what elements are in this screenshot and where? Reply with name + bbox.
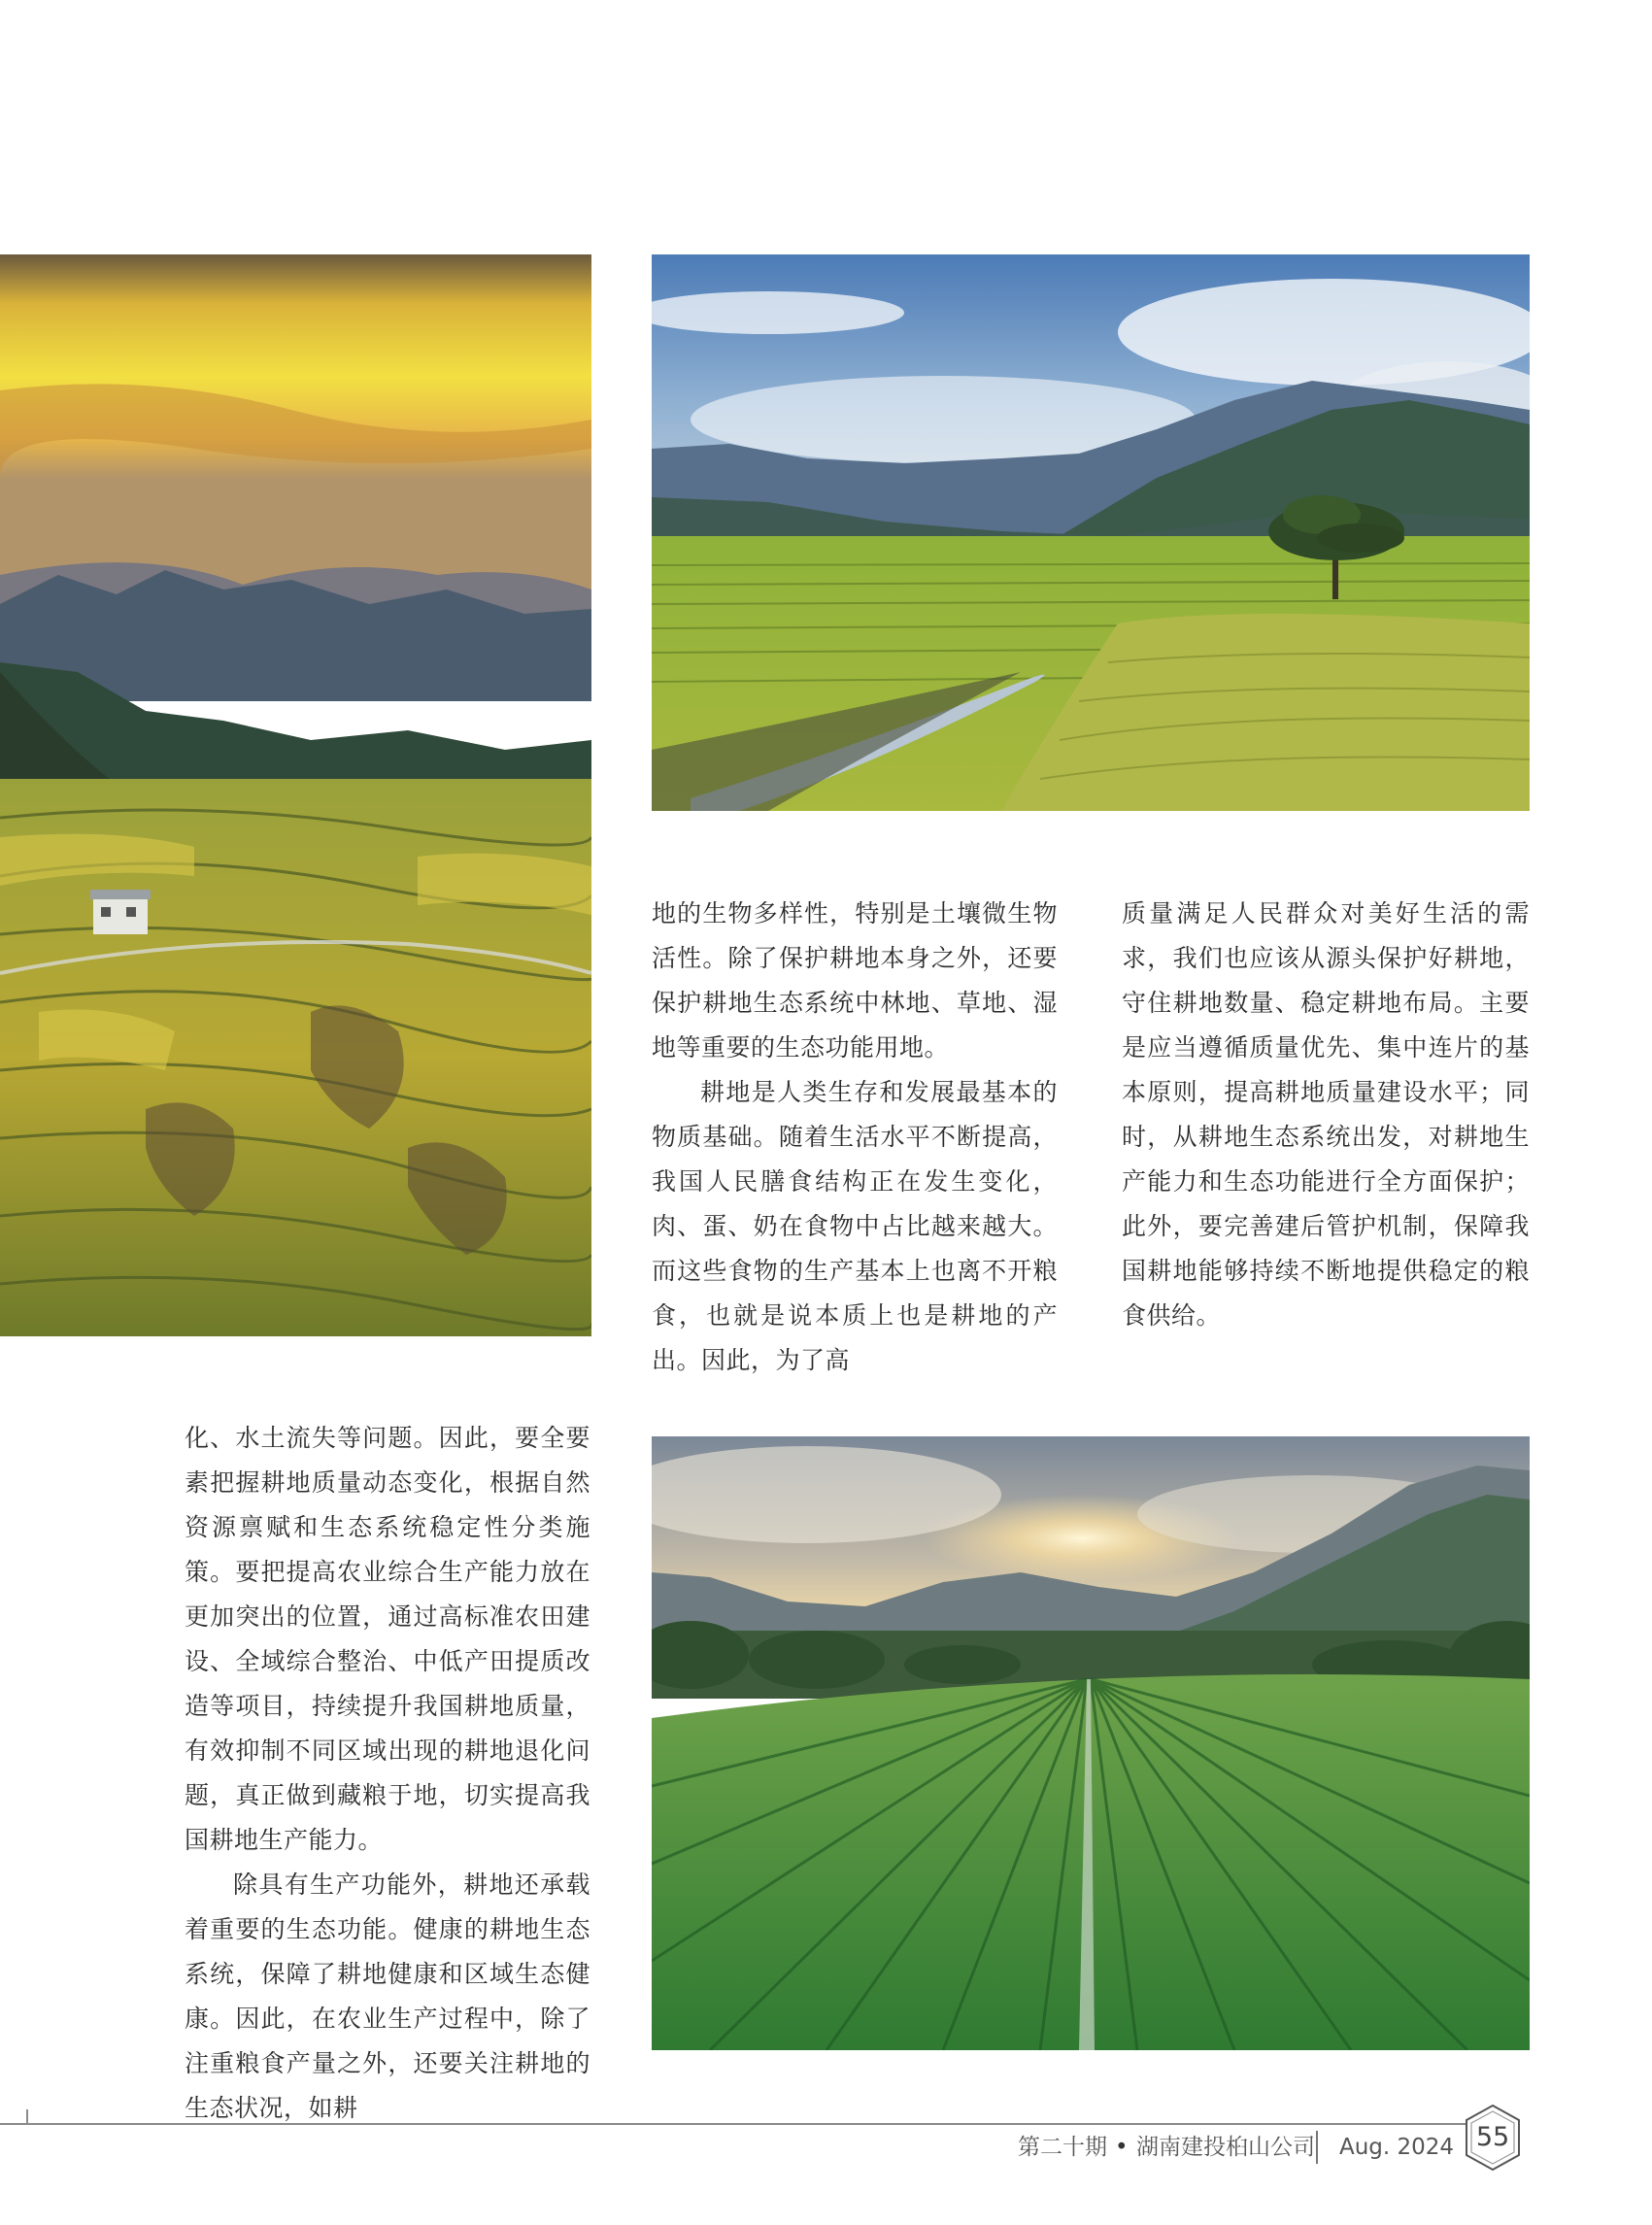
footer-company: 湖南建投桕山公司 [1136,2135,1315,2160]
terraced-fields-photo [0,254,591,1336]
footer-tick-mark [26,2109,28,2125]
footer-date: Aug. 2024 [1339,2135,1455,2160]
page-number: 55 [1475,2122,1510,2152]
footer-separator [1316,2131,1318,2164]
article-column-c [185,1416,590,2131]
page-number-badge [1463,2104,1523,2172]
article-column-b [1122,892,1530,1338]
paragraph: 地的生物多样性，特别是土壤微生物活性。除了保护耕地本身之外，还要保护耕地生态系统中林地、草地、湿地等重要的生态功能用地。 [652,899,1058,1062]
aerial-terraced-rice-fields-at-sunset-icon [0,254,591,1336]
green-field-rows-photo [652,1436,1530,2050]
footer-dot: • [1115,2135,1129,2160]
article-column-a [652,892,1058,1383]
paragraph: 化、水土流失等问题。因此，要全要素把握耕地质量动态变化，根据自然资源禀赋和生态系统稳定性分类施策。要把提高农业综合生产能力放在更加突出的位置，通过高标准农田建设、全域综合整治、中低产田提质改造等项目，持续提升我国耕地质量，有效抑制不同区域出现的耕地退化问题，真正做到藏粮于地，切实提高我国耕地生产能力。 [185,1424,590,1854]
paragraph: 质量满足人民群众对美好生活的需求，我们也应该从源头保护好耕地，守住耕地数量、稳定耕地布局。主要是应当遵循质量优先、集中连片的基本原则，提高耕地质量建设水平；同时，从耕地生态系统出发，对耕地生产能力和生态功能进行全方面保护；此外，要完善建后管护机制，保障我国耕地能够持续不断地提供稳定的粮食供给。 [1122,899,1530,1330]
paragraph: 除具有生产功能外，耕地还承载着重要的生态功能。健康的耕地生态系统，保障了耕地健康和区域生态健康。因此，在农业生产过程中，除了注重粮食产量之外，还要关注耕地的生态状况，如耕 [185,1871,590,2122]
paddy-with-tree-photo [652,254,1530,811]
green-paddy-fields-with-tree-and-mountains-icon [652,254,1530,811]
paragraph: 耕地是人类生存和发展最基本的物质基础。随着生活水平不断提高，我国人民膳食结构正在发生变化，肉、蛋、奶在食物中占比越来越大。而这些食物的生产基本上也离不开粮食，也就是说本质上也是耕地的产出。因此，为了高 [652,1078,1058,1374]
green-field-rows-with-sunset-over-mountains-icon [652,1436,1530,2050]
footer-issue: 第二十期 [1018,2135,1107,2160]
footer-divider [0,2123,1467,2125]
